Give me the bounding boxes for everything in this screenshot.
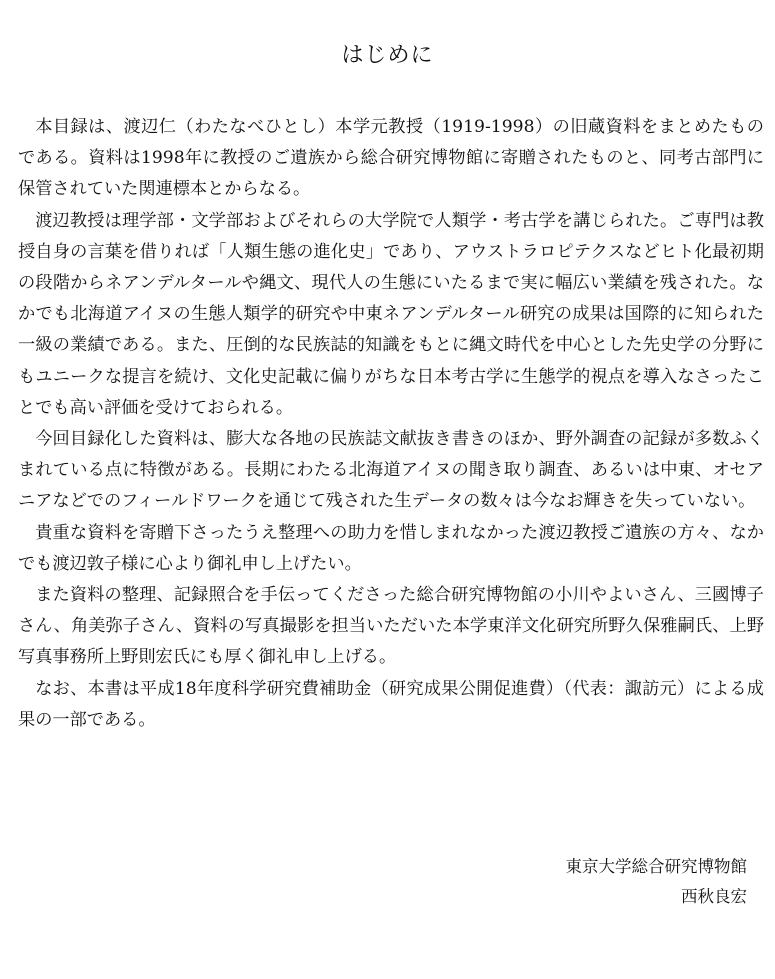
paragraph-5: また資料の整理、記録照合を手伝ってくださった総合研究博物館の小川やよいさん、三國博子さん、角美弥子さん、資料の写真撮影を担当いただいた本学東洋文化研究所野久保雅嗣氏、上野写真事務所上野則宏氏にも厚く御礼申し上げる。 <box>18 585 764 668</box>
paragraph-1: 本目録は、渡辺仁（わたなべひとし）本学元教授（1919-1998）の旧蔵資料をまとめたものである。資料は1998年に教授のご遺族から総合研究博物館に寄贈されたものと、同考古部門に保管されていた関連標本とからなる。 <box>18 117 764 200</box>
page-title: はじめに <box>341 43 434 68</box>
body-text <box>18 112 764 736</box>
signature-block <box>566 852 748 912</box>
paragraph-6: なお、本書は平成18年度科学研究費補助金（研究成果公開促進費）（代表：諏訪元）による成果の一部である。 <box>18 678 764 730</box>
paragraph-4: 貴重な資料を寄贈下さったうえ整理への助力を惜しまれなかった渡辺教授ご遺族の方々、なかでも渡辺敦子様に心より御礼申し上げたい。 <box>18 522 764 574</box>
signature-author: 西秋良宏 <box>681 887 747 906</box>
paragraph-3: 今回目録化した資料は、膨大な各地の民族誌文献抜き書きのほか、野外調査の記録が多数ふくまれている点に特徴がある。長期にわたる北海道アイヌの聞き取り調査、あるいは中東、オセアニアなどでのフィールドワークを通じて残された生データの数々は今なお輝きを失っていない。 <box>18 429 764 512</box>
paragraph-2: 渡辺教授は理学部・文学部およびそれらの大学院で人類学・考古学を講じられた。ご専門は教授自身の言葉を借りれば「人類生態の進化史」であり、アウストラロピテクスなどヒト化最初期の段階からネアンデルタールや縄文、現代人の生態にいたるまで実に幅広い業績を残された。なかでも北海道アイヌの生態人類学的研究や中東ネアンデルタール研究の成果は国際的に知られた一級の業績である。また、圧倒的な民族誌的知識をもとに縄文時代を中心とした先史学の分野にもユニークな提言を続け、文化史記載に偏りがちな日本考古学に生態学的視点を導入なさったことでも高い評価を受けておられる。 <box>18 210 764 418</box>
signature-institution: 東京大学総合研究博物館 <box>565 857 747 876</box>
